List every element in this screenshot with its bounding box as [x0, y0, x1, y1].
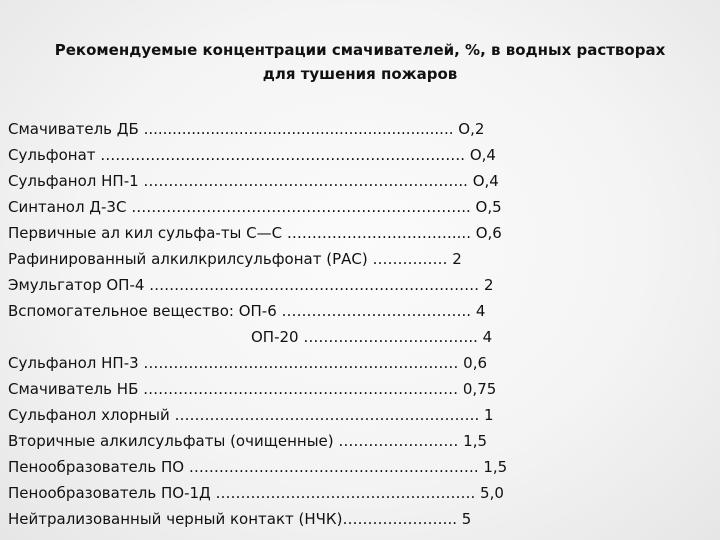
list-item: Синтанол Д-3С ………………………………………………………….. О,5: [8, 198, 502, 216]
list-item: Вторичные алкилсульфаты (очищенные) …………………… 1,5: [8, 432, 488, 450]
list-item: Первичные ал кил сульфа-ты С—С …………………………….... О,6: [8, 224, 502, 242]
list-item: Сульфанол НП-3 ……………………………………………………… 0,6: [8, 354, 488, 372]
list-item: Пенообразователь ПО-1Д ……………………………………………. 5,0: [8, 484, 504, 502]
concentration-list: [8, 116, 708, 532]
list-item: Смачиватель НБ ……………………………………………………… 0,75: [8, 380, 497, 398]
list-item: Пенообразователь ПО …………………………………………………. 1,5: [8, 458, 508, 476]
list-item: Сульфанол хлорный ……………………………………………………. 1: [8, 406, 494, 424]
list-item: Сульфонат ………………………………………………………………. О,4: [8, 146, 496, 164]
title-line-1: Рекомендуемые концентрации смачивателей, %, в водных растворах: [54, 41, 666, 59]
page-title: [0, 38, 720, 86]
list-item: ОП-20 …………………………….. 4: [251, 328, 493, 346]
list-item: Смачиватель ДБ ................................................................. О,2: [8, 120, 485, 138]
list-item: Рафинированный алкилкрилсульфонат (РАС) …………… 2: [8, 250, 462, 268]
list-item: Вспомогательное вещество: ОП-6 ……………………………….. 4: [8, 302, 486, 320]
list-item: Сульфанол НП-1 ……………………………………………………….. О,4: [8, 172, 499, 190]
list-item: Нейтрализованный черный контакт (НЧК)………………….. 5: [8, 510, 472, 528]
title-line-2: для тушения пожаров: [262, 65, 458, 83]
list-item: Эмульгатор ОП-4 ………………………………………………………… 2: [8, 276, 494, 294]
